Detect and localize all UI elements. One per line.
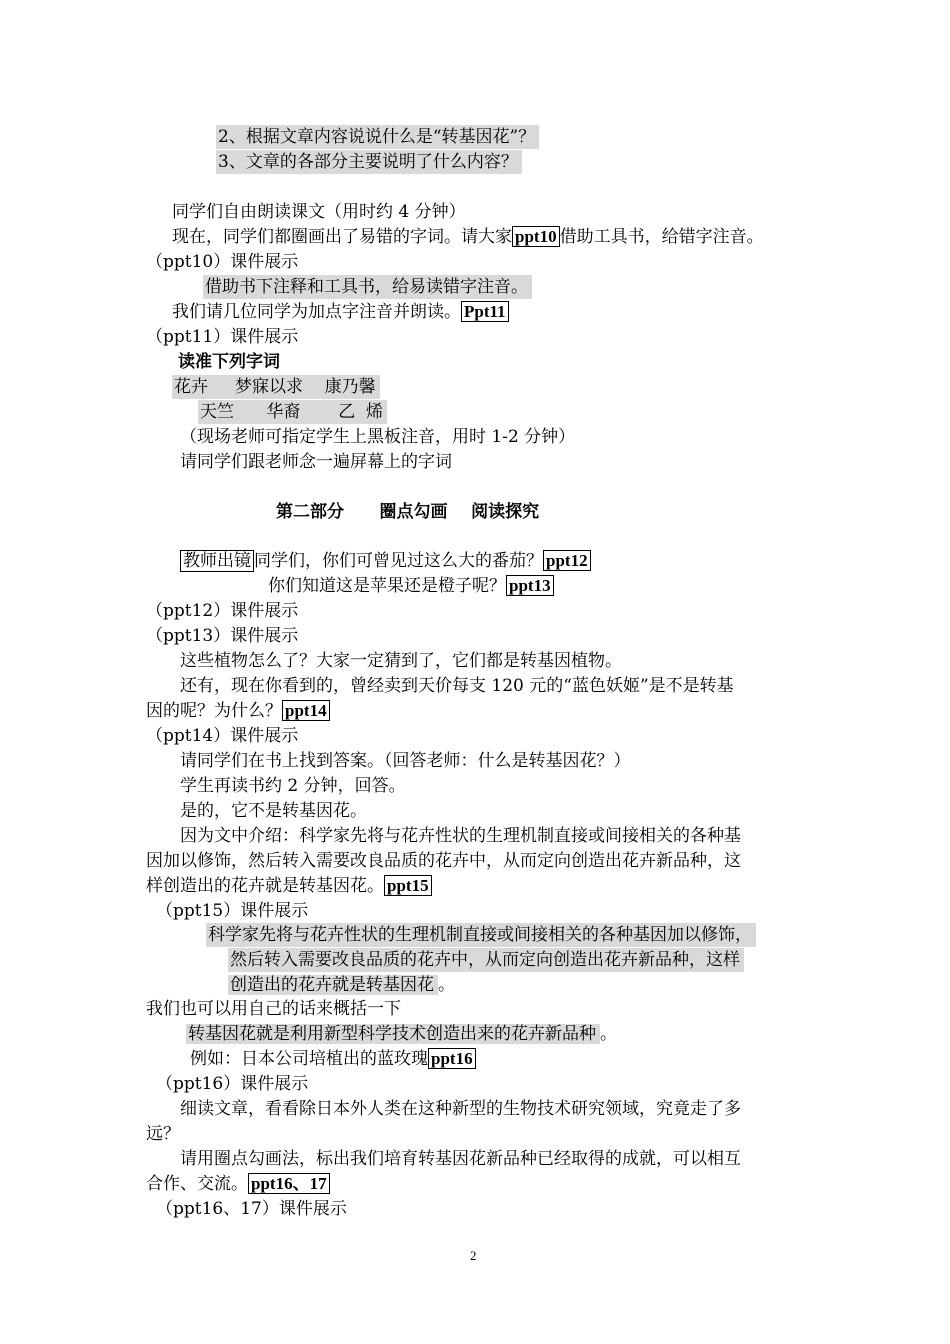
page-number: 2 [470, 1248, 477, 1263]
because-line-2: 因加以修饰，然后转入需要改良品质的花卉中，从而定向创造出花卉新品种，这 [146, 851, 741, 871]
definition-line-2: 然后转入需要改良品质的花卉中，从而定向创造出花卉新品种，这样 [228, 948, 744, 972]
teacher-note: （现场老师可指定学生上黑板注音，用时 1-2 分钟） [180, 427, 576, 447]
circle-words-line [172, 225, 764, 249]
ppt15-box: ppt15 [384, 875, 432, 896]
apple-question: 你们知道这是苹果还是橙子呢？ [268, 576, 506, 596]
ppt16-box: ppt16 [428, 1048, 476, 1069]
question-2: 2、根据文章内容说说什么是“转基因花”？ [216, 125, 539, 149]
follow-read: 请同学们跟老师念一遍屏幕上的字词 [180, 452, 452, 472]
ppt15-show: （ppt15）课件展示 [156, 901, 309, 921]
definition-text-3: 创造出的花卉就是转基因花 [228, 975, 438, 995]
read-aloud-text: 同学们自由朗读课文（用时约 4 分钟） [172, 202, 466, 222]
summarize-text: 我们也可以用自己的话来概括一下 [146, 999, 401, 1019]
ppt12-box: ppt12 [543, 550, 591, 571]
section-2-title: 第二部分 圈点勾画 阅读探究 [276, 502, 540, 522]
ppt16-17-show: （ppt16、17）课件展示 [156, 1199, 347, 1219]
words-row-1: 花卉 梦寐以求 康乃馨 [172, 375, 380, 399]
blue-rose-line-1: 还有，现在你看到的，曾经卖到天价每支 120 元的“蓝色妖姬”是不是转基 [180, 676, 734, 696]
because-line-3 [146, 874, 432, 898]
summary-tail: 。 [600, 1024, 617, 1044]
example-text: 例如：日本公司培植出的蓝玫瑰 [190, 1049, 428, 1069]
find-answer: 请同学们在书上找到答案。（回答老师：什么是转基因花？） [180, 751, 631, 771]
definition-tail: 。 [438, 975, 455, 995]
detail-line-1: 细读文章，看看除日本外人类在这种新型的生物技术研究领域，究竟走了多 [180, 1099, 741, 1119]
reread-text: 学生再读书约 2 分钟，回答。 [180, 776, 406, 796]
words-row-2: 天竺 华裔 乙 烯 [198, 400, 387, 424]
ppt11-show: （ppt11）课件展示 [146, 327, 299, 347]
tomato-line [180, 549, 591, 573]
because-text-3: 样创造出的花卉就是转基因花。 [146, 876, 384, 896]
circle-line-2 [146, 1172, 330, 1196]
ppt10-content: 借助书下注释和工具书，给易读错字注音。 [203, 275, 532, 299]
ppt13-show: （ppt13）课件展示 [146, 626, 299, 646]
plants-text: 这些植物怎么了？大家一定猜到了，它们都是转基因植物。 [180, 651, 622, 671]
detail-line-2: 远？ [146, 1124, 180, 1144]
ppt14-box: ppt14 [282, 700, 330, 721]
blue-rose-text: 因的呢？为什么？ [146, 701, 282, 721]
ppt10-show: （ppt10）课件展示 [146, 252, 299, 272]
ppt14-show: （ppt14）课件展示 [146, 726, 299, 746]
circle-line-1: 请用圈点勾画法，标出我们培育转基因花新品种已经取得的成就，可以相互 [180, 1149, 741, 1169]
tomato-question: 同学们，你们可曾见过这么大的番茄？ [254, 551, 543, 571]
definition-line-1: 科学家先将与花卉性状的生理机制直接或间接相关的各种基因加以修饰， [206, 923, 756, 947]
apple-line [268, 574, 554, 598]
ppt16-show: （ppt16）课件展示 [156, 1074, 309, 1094]
yes-not-text: 是的，它不是转基因花。 [180, 801, 367, 821]
definition-line-3 [228, 973, 455, 997]
ppt12-show: （ppt12）课件展示 [146, 601, 299, 621]
ppt10-box: ppt10 [512, 226, 560, 247]
question-3: 3、文章的各部分主要说明了什么内容？ [216, 150, 522, 174]
invite-text: 我们请几位同学为加点字注音并朗读。 [172, 302, 461, 322]
circle-words-text-a: 现在，同学们都圈画出了易错的字词。请大家 [172, 227, 512, 247]
summary-line [186, 1022, 617, 1046]
ppt11-box: Ppt11 [461, 301, 509, 322]
summary-highlight: 转基因花就是利用新型科学技术创造出来的花卉新品种 [186, 1024, 600, 1044]
ppt16-17-box: ppt16、17 [248, 1173, 330, 1194]
invite-line [172, 300, 509, 324]
ppt13-box: ppt13 [506, 575, 554, 596]
read-words-title: 读准下列字词 [178, 352, 280, 372]
because-line-1: 因为文中介绍：科学家先将与花卉性状的生理机制直接或间接相关的各种基 [180, 826, 741, 846]
circle-words-text-b: 借助工具书，给错字注音。 [559, 227, 764, 247]
blue-rose-line-2 [146, 699, 330, 723]
example-line [190, 1047, 476, 1071]
circle-text-2: 合作、交流。 [146, 1174, 248, 1194]
teacher-appear-box: 教师出镜 [180, 550, 254, 572]
